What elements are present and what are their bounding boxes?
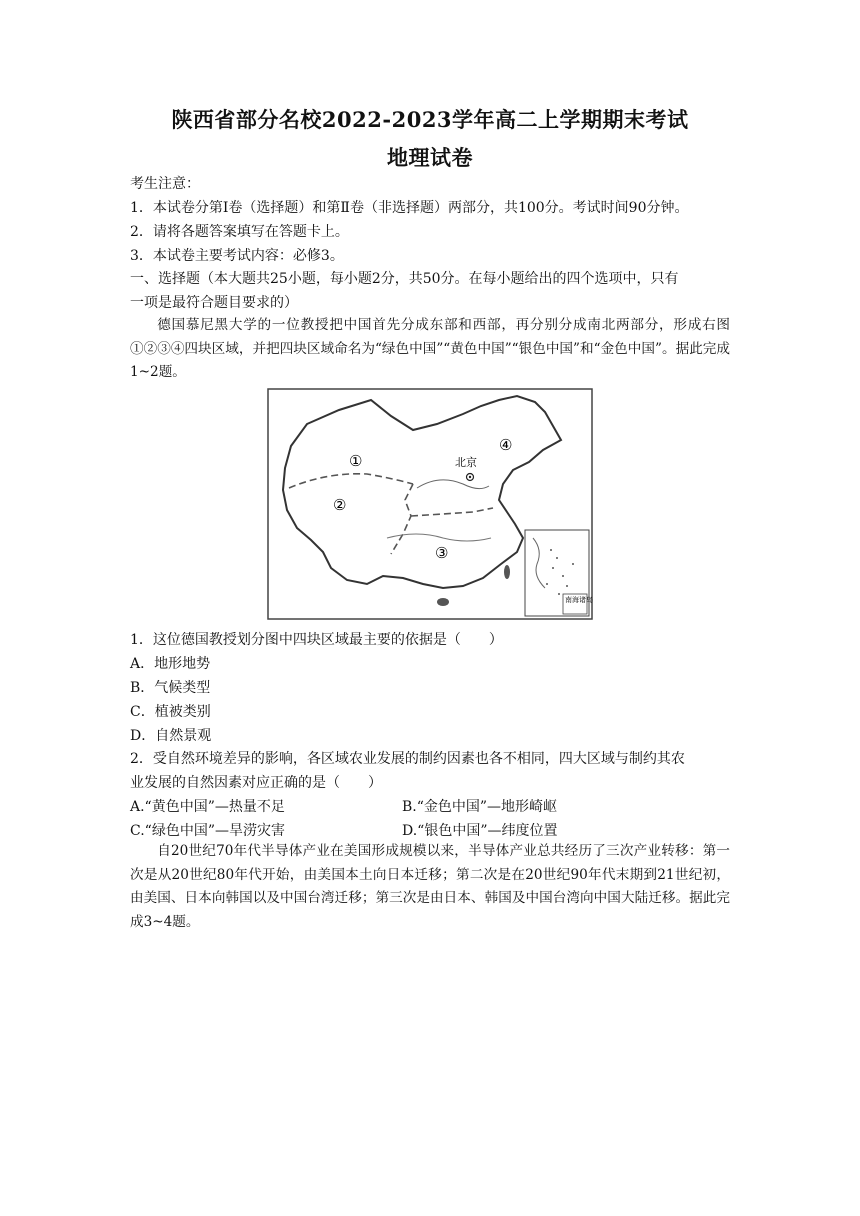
passage-1: 德国慕尼黑大学的一位教授把中国首先分成东部和西部，再分别分成南北两部分，形成右图①②③④四块区域，并把四块区域命名为“绿色中国”“黄色中国”“银色中国”和“金色中国”。据此完成1~2题。 bbox=[130, 317, 730, 380]
section-intro-line-1: 一、选择题（本大题共25小题，每小题2分，共50分。在每小题给出的四个选项中，只有 bbox=[130, 271, 679, 287]
notice-item-1: 1．本试卷分第Ⅰ卷（选择题）和第Ⅱ卷（非选择题）两部分，共100分。考试时间90分钟。 bbox=[130, 200, 689, 216]
question-2-stem-line-1: 2．受自然环境差异的影响，各区域农业发展的制约因素也各不相同，四大区域与制约其农 bbox=[130, 751, 685, 767]
region-3-label: ③ bbox=[435, 544, 449, 562]
taiwan-island bbox=[504, 565, 510, 579]
question-1-option-c: C．植被类别 bbox=[130, 704, 211, 720]
region-4-label: ④ bbox=[499, 436, 513, 454]
exam-subject: 地理试卷 bbox=[387, 145, 473, 170]
notice-heading: 考生注意： bbox=[130, 176, 200, 192]
question-2-stem-line-2: 业发展的自然因素对应正确的是（ ） bbox=[130, 775, 382, 791]
passage-2: 自20世纪70年代半导体产业在美国形成规模以来，半导体产业总共经历了三次产业转移：第一次是从20世纪80年代开始，由美国本土向日本迁移；第二次是在20世纪90年代末期到21世纪初，由美国、日本向韩国以及中国台湾迁移；第三次是由日本、韩国及中国台湾向中国大陆迁移。据此完成3~4题。 bbox=[130, 843, 730, 930]
region-1-label: ① bbox=[349, 452, 363, 470]
question-2-option-b: B.“金色中国”—地形崎岖 bbox=[402, 799, 558, 815]
question-1-stem: 1．这位德国教授划分图中四块区域最主要的依据是（ ） bbox=[130, 632, 503, 648]
question-1-option-a: A．地形地势 bbox=[130, 656, 211, 672]
inset-label: 南海诸岛 bbox=[565, 596, 593, 604]
notice-item-2: 2．请将各题答案填写在答题卡上。 bbox=[130, 224, 349, 240]
question-2-option-d: D.“银色中国”—纬度位置 bbox=[402, 823, 558, 839]
notice-item-3: 3．本试卷主要考试内容：必修3。 bbox=[130, 248, 344, 264]
section-intro-line-2: 一项是最符合题目要求的） bbox=[130, 295, 298, 311]
china-region-map bbox=[267, 388, 593, 620]
exam-title: 陕西省部分名校2022-2023学年高二上学期期末考试 bbox=[171, 107, 689, 132]
question-1-option-b: B．气候类型 bbox=[130, 680, 211, 696]
beijing-label: 北京 bbox=[455, 456, 477, 469]
question-1-option-d: D．自然景观 bbox=[130, 728, 212, 744]
question-2-option-c: C.“绿色中国”—旱涝灾害 bbox=[130, 823, 285, 839]
region-2-label: ② bbox=[333, 496, 347, 514]
question-2-option-a: A.“黄色中国”—热量不足 bbox=[130, 799, 285, 815]
hainan-island bbox=[437, 598, 449, 606]
